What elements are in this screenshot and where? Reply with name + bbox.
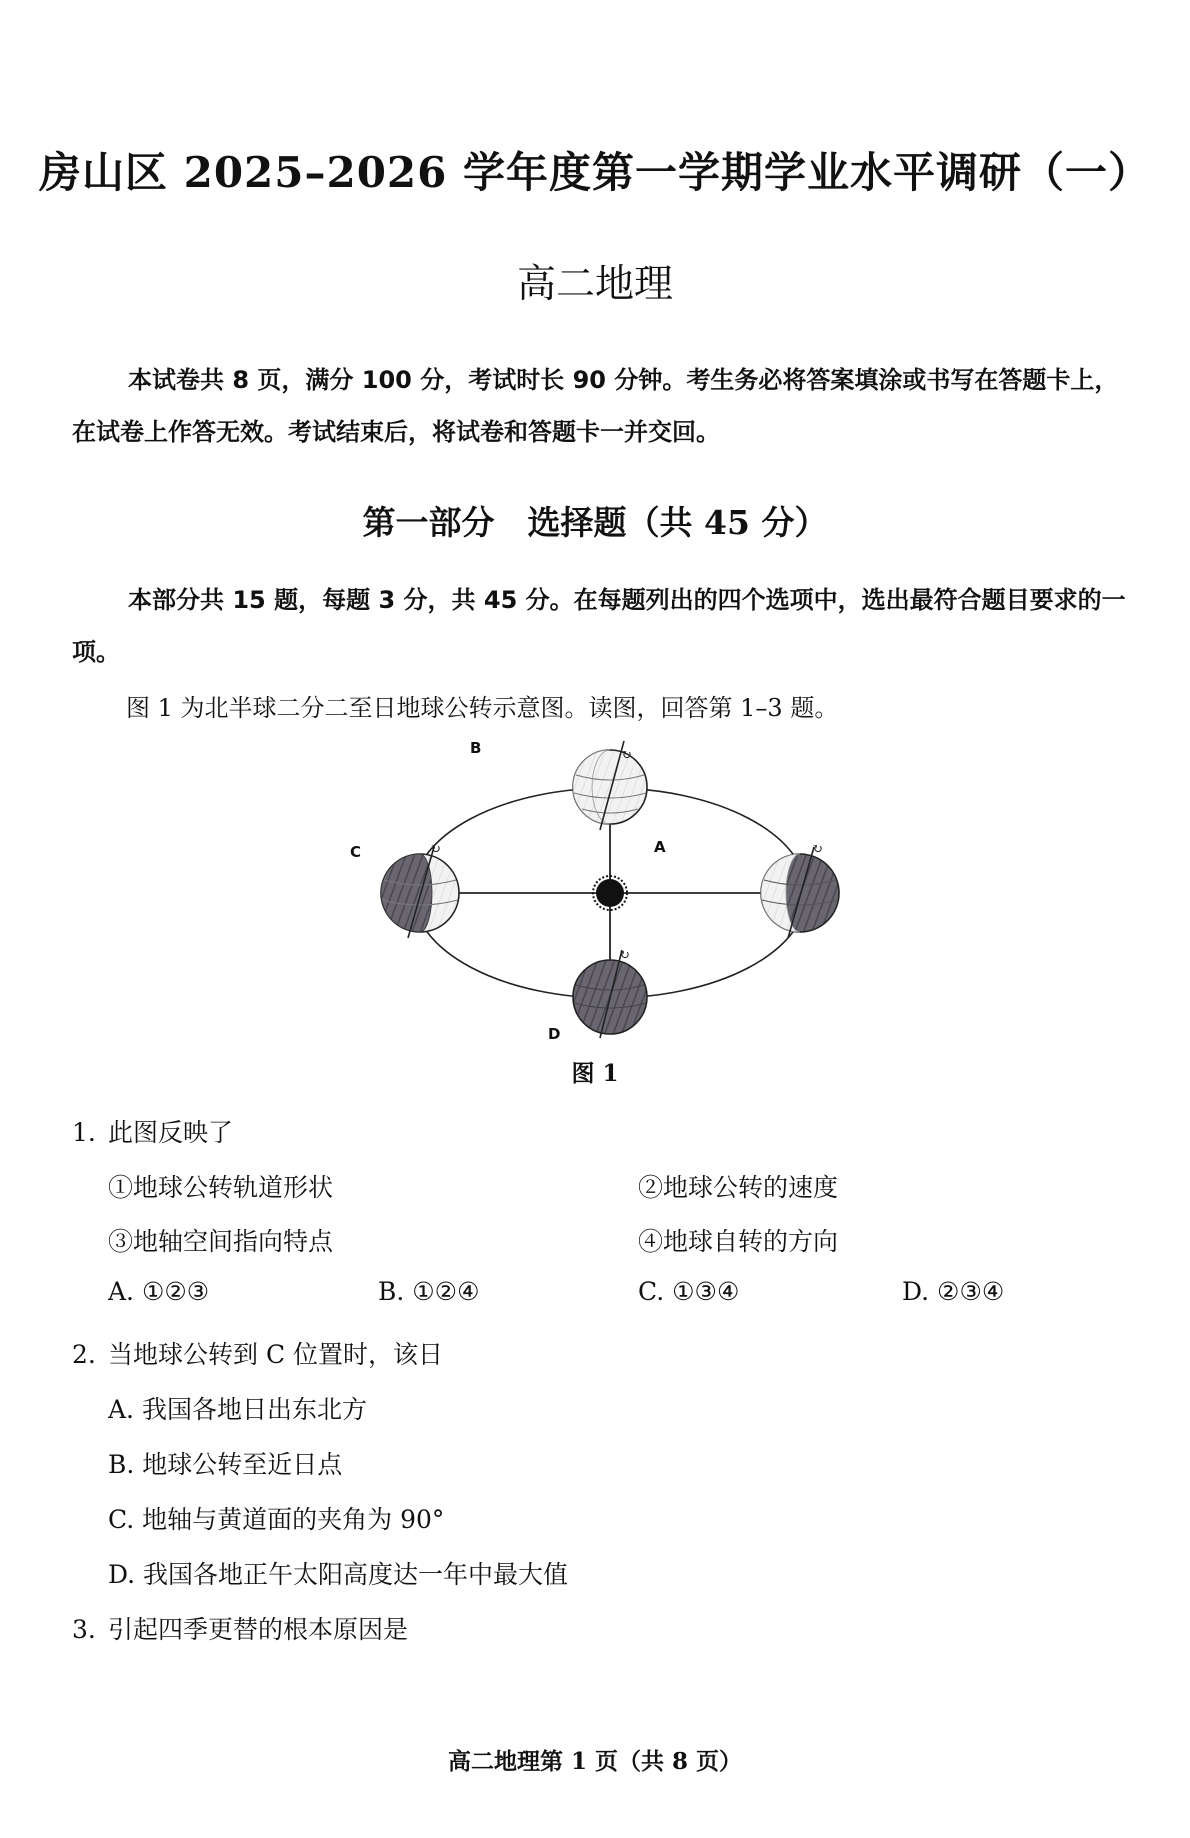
question-stem: 引起四季更替的根本原因是: [108, 1615, 409, 1644]
label-b: B: [470, 739, 482, 757]
section-title: 第一部分 选择题（共 45 分）: [362, 503, 828, 542]
q2-option-a[interactable]: A. 我国各地日出东北方: [108, 1395, 367, 1424]
label-d: D: [548, 1025, 561, 1043]
page-footer: 高二地理第 1 页（共 8 页）: [447, 1748, 743, 1775]
statement-2: ②地球公转的速度: [638, 1173, 839, 1202]
q1-option-b[interactable]: B. ①②④: [378, 1277, 480, 1306]
statement-1: ①地球公转轨道形状: [108, 1173, 334, 1202]
earth-a: [761, 842, 839, 938]
question-1: [72, 1113, 233, 1149]
label-c: C: [350, 843, 362, 861]
question-number: 2.: [72, 1340, 96, 1369]
earth-d: [573, 948, 647, 1038]
subject-title: 高二地理: [516, 262, 673, 307]
earth-b: [573, 741, 647, 830]
section-instructions: 本部分共 15 题，每题 3 分，共 45 分。在每题列出的四个选项中，选出最符合题目要求的一项。: [72, 586, 1126, 666]
sun-icon: [596, 879, 624, 907]
q2-option-b[interactable]: B. 地球公转至近日点: [108, 1450, 343, 1479]
question-3: [72, 1610, 408, 1646]
svg-text:↻: ↻: [430, 842, 441, 857]
statement-4: ④地球自转的方向: [638, 1227, 839, 1256]
q2-option-d[interactable]: D. 我国各地正午太阳高度达一年中最大值: [108, 1560, 569, 1589]
statement-3: ③地轴空间指向特点: [108, 1227, 334, 1256]
figure-intro: 图 1 为北半球二分二至日地球公转示意图。读图，回答第 1–3 题。: [126, 694, 839, 722]
question-2: [72, 1335, 443, 1371]
exam-instructions: 本试卷共 8 页，满分 100 分，考试时长 90 分钟。考生务必将答案填涂或书写在答题卡上，在试卷上作答无效。考试结束后，将试卷和答题卡一并交回。: [72, 366, 1119, 446]
q1-option-c[interactable]: C. ①③④: [638, 1277, 740, 1306]
question-stem: 当地球公转到 C 位置时，该日: [108, 1340, 444, 1369]
question-number: 1.: [72, 1118, 96, 1147]
q1-option-d[interactable]: D. ②③④: [902, 1277, 1005, 1306]
label-a: A: [654, 838, 666, 856]
svg-text:↻: ↻: [619, 948, 630, 963]
earth-revolution-diagram: [350, 739, 860, 1045]
svg-text:↻: ↻: [621, 748, 632, 763]
question-number: 3.: [72, 1615, 96, 1644]
earth-c: [381, 842, 459, 938]
q2-option-c[interactable]: C. 地轴与黄道面的夹角为 90°: [108, 1505, 445, 1534]
exam-title: 房山区 2025–2026 学年度第一学期学业水平调研（一）: [38, 148, 1152, 197]
figure-caption: 图 1: [571, 1060, 619, 1087]
svg-text:↻: ↻: [812, 842, 823, 857]
q1-option-a[interactable]: A. ①②③: [108, 1277, 210, 1306]
question-stem: 此图反映了: [108, 1118, 234, 1147]
